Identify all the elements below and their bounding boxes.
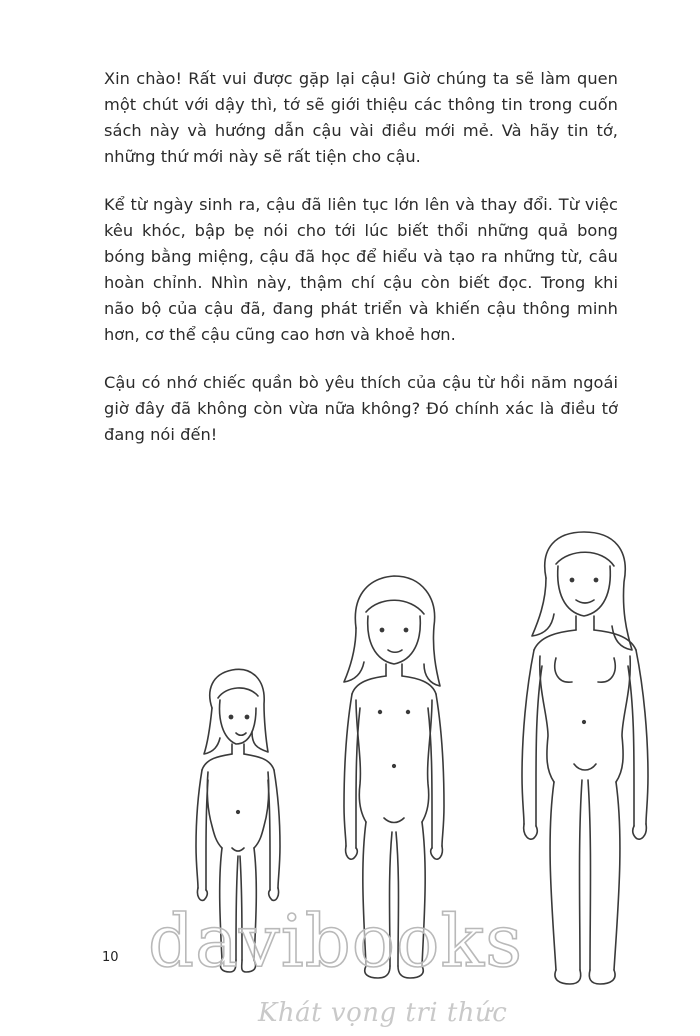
paragraph-1: Xin chào! Rất vui được gặp lại cậu! Giờ chúng ta sẽ làm quen một chút với dậy thì, tớ sẽ giới thiệu các thông tin trong cuốn sách này và hướng dẫn cậu vài điều mới mẻ. Và hãy tin tớ, những thứ mới này sẽ rất tiện cho cậu. [104,69,618,166]
paragraph-2: Kể từ ngày sinh ra, cậu đã liên tục lớn lên và thay đổi. Từ việc kêu khóc, bập bẹ nói cho tới lúc biết thổi những quả bong bóng bằng miệng, cậu đã học để hiểu và tạo ra những từ, câu hoàn chỉnh. Nhìn này, thậm chí cậu còn biết đọc. Trong khi não bộ của cậu đã, đang phát triển và khiến cậu thông minh hơn, cơ thể cậu cũng cao hơn và khoẻ hơn. [104,195,618,344]
watermark-tagline: Khát vọng tri thức [258,998,508,1028]
watermark-logo: davibooks [148,899,524,983]
page-number: 10 [102,950,119,965]
paragraph-3: Cậu có nhớ chiếc quần bò yêu thích của cậu từ hồi năm ngoái giờ đây đã không còn vừa nữa không? Đó chính xác là điều tớ đang nói đến! [104,373,618,444]
adult-figure [522,532,648,984]
